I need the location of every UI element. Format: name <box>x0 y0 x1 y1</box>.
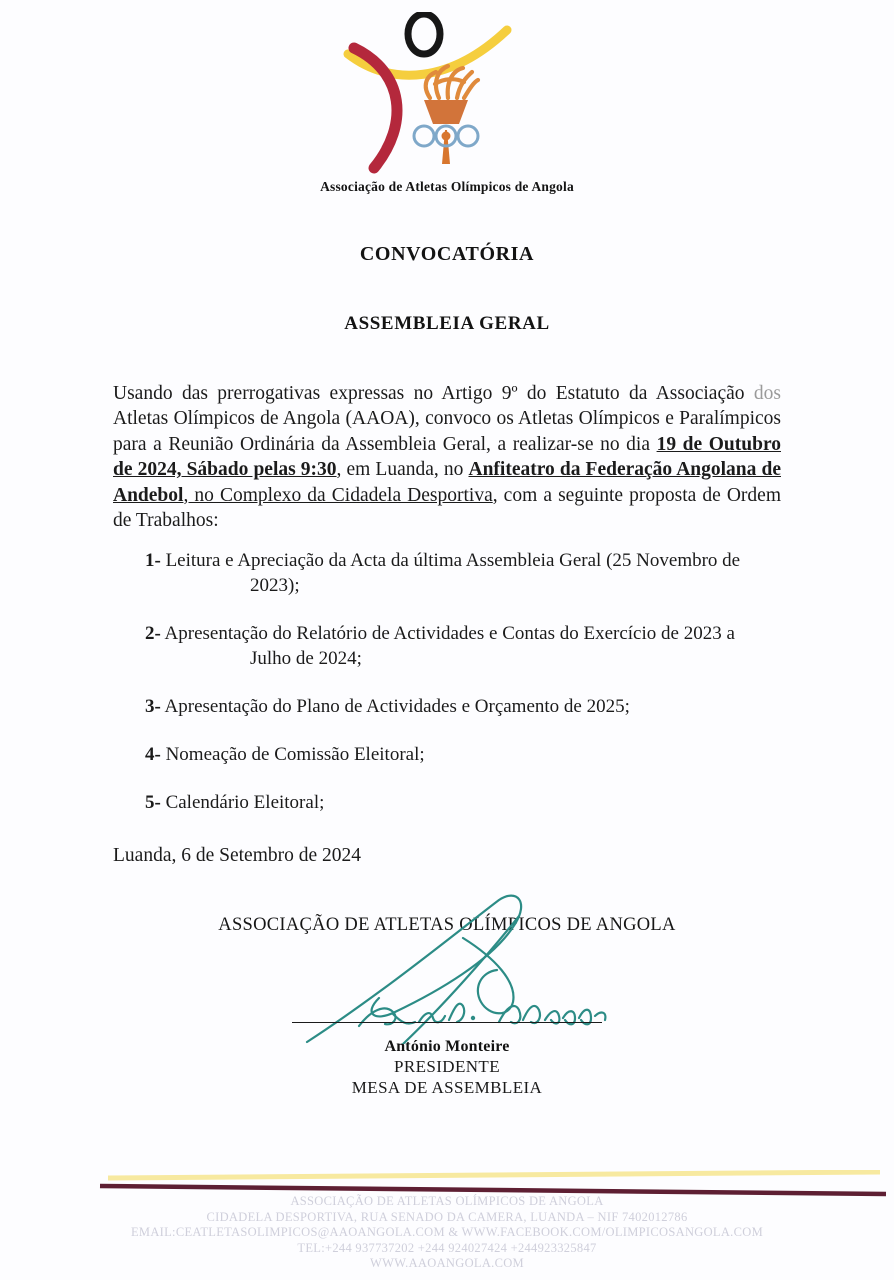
footer-contact-block <box>0 1194 894 1272</box>
agenda-item-text-cont: 2023); <box>250 575 300 596</box>
agenda-item-number: 5- <box>145 792 161 813</box>
agenda-item <box>145 694 795 719</box>
signature-block <box>0 915 894 1098</box>
agenda-item-number: 3- <box>145 696 161 717</box>
footer-line: CIDADELA DESPORTIVA, RUA SENADO DA CAMERA, LUANDA – NIF 7402012786 <box>206 1209 688 1224</box>
place-and-date: Luanda, 6 de Setembro de 2024 <box>113 845 362 866</box>
agenda-item-number: 2- <box>145 623 161 644</box>
organization-name: Associação de Atletas Olímpicos de Angola <box>320 179 574 194</box>
agenda-item <box>145 621 795 671</box>
aaoa-olympic-torch-logo-icon <box>332 12 562 177</box>
body-text-part1: Usando das prerrogativas expressas no Artigo 9º do Estatuto da Associação <box>113 383 754 404</box>
agenda-item-text: Calendário Eleitoral; <box>165 792 325 813</box>
agenda-item-text: Apresentação do Plano de Actividades e Orçamento de 2025; <box>164 696 630 717</box>
agenda-list <box>145 548 795 838</box>
document-title: CONVOCATÓRIA <box>359 243 535 265</box>
page-footer <box>0 1170 894 1280</box>
document-subtitle: ASSEMBLEIA GERAL <box>344 313 550 334</box>
body-text-venue: Anfiteatro da Federação Angolana de Andebol <box>113 459 781 506</box>
agenda-item-text: Nomeação de Comissão Eleitoral; <box>165 744 425 765</box>
signature-organization-line: ASSOCIAÇÃO DE ATLETAS OLÍMPICOS DE ANGOLA <box>218 915 676 935</box>
body-text-part4: , com a seguinte proposta de Ordem de Trabalhos: <box>113 484 781 532</box>
footer-line: ASSOCIAÇÃO DE ATLETAS OLÍMPICOS DE ANGOLA <box>290 1194 604 1208</box>
signature-area <box>267 936 627 1036</box>
letterhead <box>0 12 894 195</box>
signatory-role-line1: PRESIDENTE <box>394 1057 500 1076</box>
agenda-item <box>145 548 795 598</box>
agenda-item-text: Apresentação do Relatório de Actividades e Contas do Exercício de 2023 a <box>164 623 735 644</box>
body-text-faded: dos <box>753 383 781 404</box>
footer-line: WWW.AAOANGOLA.COM <box>370 1256 524 1270</box>
agenda-item <box>145 790 795 815</box>
agenda-item-text: Leitura e Apreciação da Acta da última Assembleia Geral (25 Novembro de <box>165 550 741 571</box>
footer-line: EMAIL:CEATLETASOLIMPICOS@AAOANGOLA.COM & WWW.FACEBOOK.COM/OLIMPICOSANGOLA.COM <box>130 1225 763 1239</box>
signatory-role-line2: MESA DE ASSEMBLEIA <box>351 1078 543 1097</box>
agenda-item-number: 1- <box>145 550 161 571</box>
body-text-meeting-date: 19 de Outubro de 2024, Sábado pelas 9:30 <box>113 433 781 481</box>
agenda-item-number: 4- <box>145 744 161 765</box>
agenda-item <box>145 742 795 767</box>
body-text-part3: , em Luanda, no <box>336 459 469 481</box>
body-text-part2: Atletas Olímpicos de Angola (AAOA), convoco os Atletas Olímpicos e Paralímpicos para a Reunião Ordinária da Assembleia Geral, a realizar-se no dia <box>113 408 781 455</box>
footer-line: TEL:+244 937737202 +244 924027424 +244923325847 <box>297 1240 597 1255</box>
signature-rule <box>292 1022 602 1023</box>
body-text-venue-detail: , no Complexo da Cidadela Desportiva <box>183 484 493 506</box>
signatory-name: António Monteire <box>384 1038 510 1055</box>
agenda-item-text-cont: Julho de 2024; <box>250 648 362 669</box>
body-paragraph <box>113 381 781 533</box>
